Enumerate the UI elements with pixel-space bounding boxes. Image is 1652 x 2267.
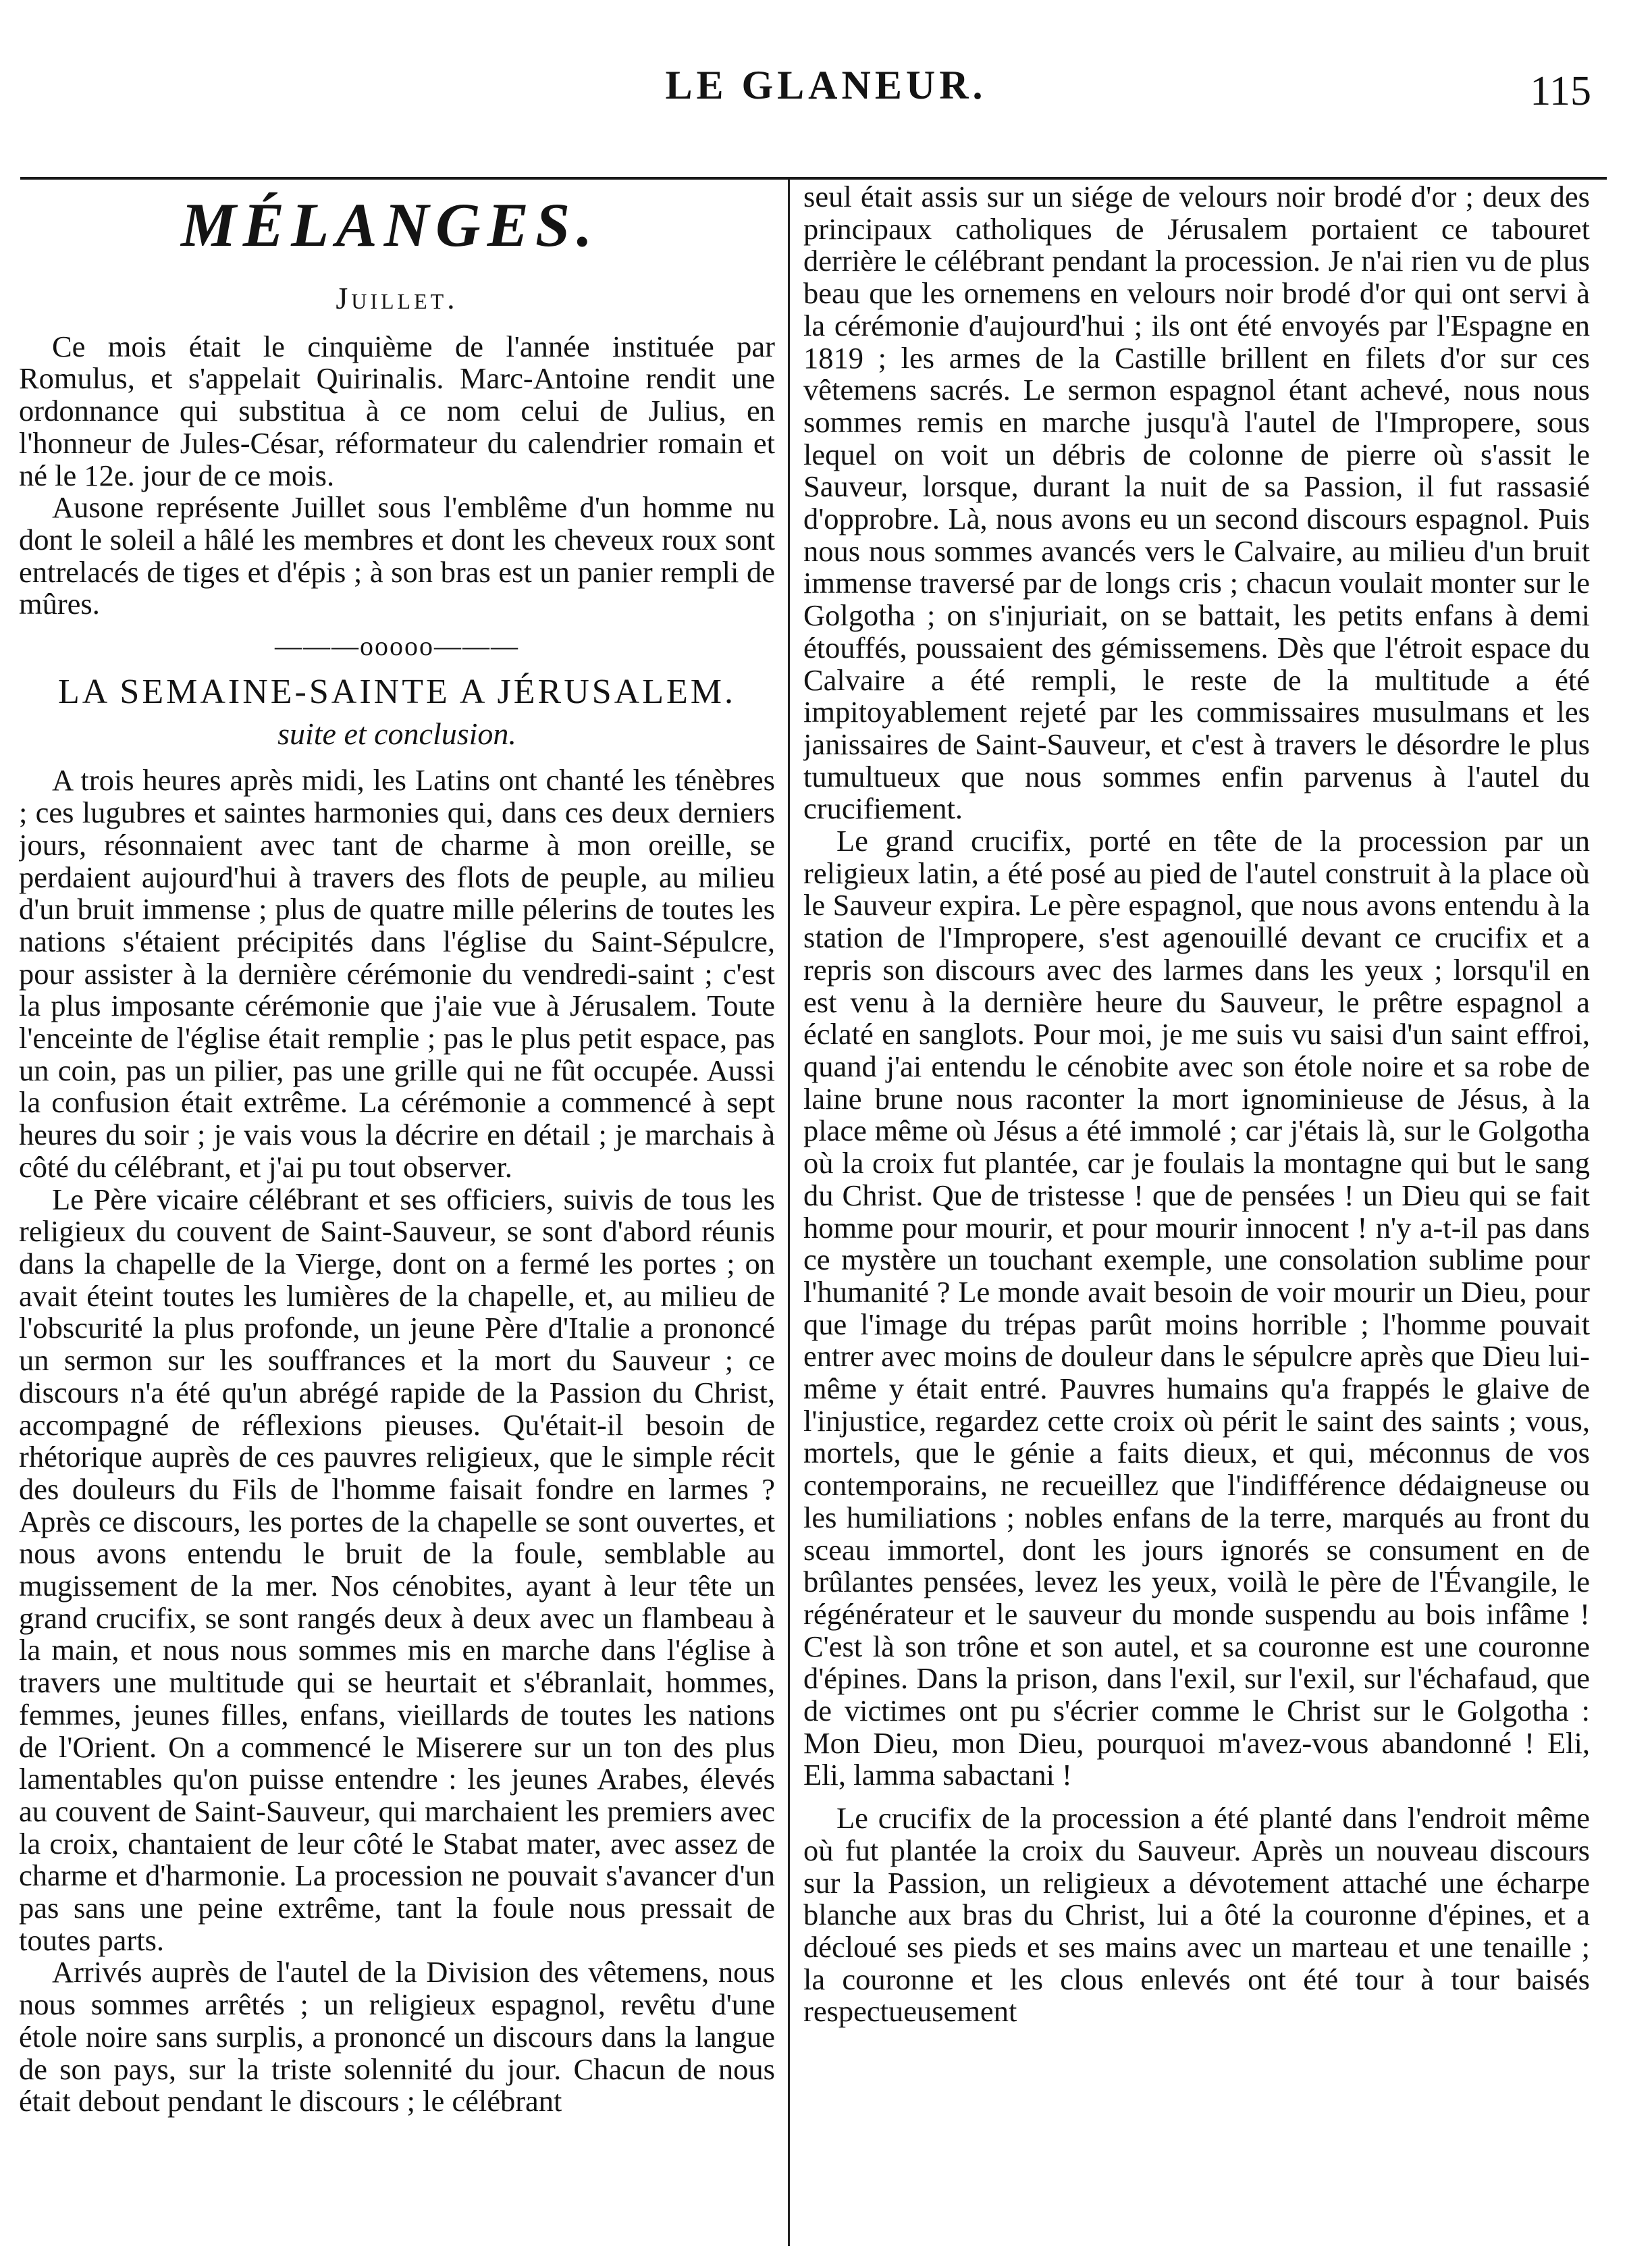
right-paragraph-1: seul était assis sur un siége de velours noir brodé d'or ; deux des principaux catholiques de Jérusalem portaient ce tabouret derrière le célébrant pendant la procession. Je n'ai rien vu de plus beau que les ornemens en velours noir brodé d'or qui ont servi à la cérémonie d'aujourd'hui ; ils ont été envoyés par l'Espagne en 1819 ; les armes de la Castille brillent en filets d'or sur ces vêtemens sacrés. Le sermon espagnol étant achevé, nous nous sommes remis en marche jusqu'à l'autel de l'Impropere, sous lequel on voit un débris de colonne de pierre où s'assit le Sauveur, lorsque, durant la nuit de sa Passion, il fut rassasié d'opprobre. Là, nous avons eu un second discours espagnol. Puis nous nous sommes avancés vers le Calvaire, au milieu d'un bruit immense traversé par de longs cris ; chacun voulait monter sur le Golgotha ; on s'injuriait, on se battait, les petits enfans à demi étouffés, poussaient des gémissemens. Dès que l'étroit espace du Calvaire a été rempli, le reste de la multitude a été impitoyablement rejeté par les commissaires musulmans et les janissaires de Saint-Sauveur, et c'est à travers le désordre le plus tumultueux que nous sommes enfin parvenus à l'autel du crucifiement. [803, 181, 1590, 826]
article-paragraph-3: Arrivés auprès de l'autel de la Division des vêtemens, nous nous sommes arrêtés ; un religieux espagnol, revêtu d'une étole noire sans surplis, a prononcé un discours dans la langue de son pays, sur la triste solennité du jour. Chacun de nous était debout pendant le discours ; le célébrant [19, 1955, 775, 2118]
page-header [0, 47, 1652, 128]
article-paragraph-1: A trois heures après midi, les Latins ont chanté les ténèbres ; ces lugubres et saintes harmonies qui, dans ces deux derniers jours, résonnaient avec tant de charme à mon oreille, se perdaient aujourd'hui à travers des flots de peuple, au milieu d'un bruit immense ; plus de quatre mille pélerins de toutes les nations s'étaient précipités dans l'église du Saint-Sépulcre, pour assister à la dernière cérémonie du vendredi-saint ; c'est la plus imposante cérémonie que j'aie vue à Jérusalem. Toute l'enceinte de l'église était remplie ; pas le plus petit espace, pas un coin, pas un pilier, pas une grille qui ne fût occupée. Aussi la confusion était extrême. La cérémonie a commencé à sept heures du soir ; je vais vous la décrire en détail ; je marchais à côté du célébrant, et j'ai pu tout observer. [19, 763, 775, 1184]
left-column [19, 181, 775, 2247]
article-paragraph-2: Le Père vicaire célébrant et ses officiers, suivis de tous les religieux du couvent de Saint-Sauveur, se sont d'abord réunis dans la chapelle de la Vierge, dont on a fermé les portes ; on avait éteint toutes les lumières de la chapelle, et, au milieu de l'obscurité la plus profonde, un jeune Père d'Italie a prononcé un sermon sur les souffrances et la mort du Sauveur ; ce discours n'a été qu'un abrégé rapide de la Passion du Christ, accompagné de réflexions pieuses. Qu'était-il besoin de rhétorique auprès de ces pauvres religieux, que le simple récit des douleurs du Fils de l'homme faisait fondre en larmes ? Après ce discours, les portes de la chapelle se sont ouvertes, et nous avons entendu le bruit de la foule, semblable au mugissement de la mer. Nos cénobites, ayant à leur tête un grand crucifix, se sont rangés deux à deux avec un flambeau à la main, et nous nous sommes mis en marche dans l'église à travers une multitude qui se heurtait et s'ébranlait, hommes, femmes, jeunes filles, enfans, vieillards de toutes les nations de l'Orient. On a commencé le Miserere sur un ton des plus lamentables qu'on puisse entendre : les jeunes Arabes, élevés au couvent de Saint-Sauveur, qui marchaient les premiers avec la croix, chantaient de leur côté le Stabat mater, avec assez de charme et d'harmonie. La procession ne pouvait s'avancer d'un pas sans une peine extrême, tant la foule nous pressait de toutes parts. [19, 1182, 775, 1957]
page-number: 115 [1530, 68, 1591, 114]
masthead-title: LE GLANEUR. [665, 63, 987, 107]
article-subtitle: suite et conclusion. [277, 716, 516, 751]
right-paragraph-2: Le grand crucifix, porté en tête de la procession par un religieux latin, a été posé au pied de l'autel construit à la place où le Sauveur expira. Le père espagnol, que nous avons entendu à la station de l'Impropere, s'est agenouillé devant ce crucifix et a repris son discours avec des larmes dans les yeux ; lorsqu'il en est venu à la dernière heure du Sauveur, le prêtre espagnol a éclaté en sanglots. Pour moi, je me suis vu saisi d'un saint effroi, quand j'ai entendu le cénobite avec son étole noire et sa robe de laine brune nous raconter la mort ignominieuse de Jésus, à la place même où Jésus a été immolé ; car j'étais là, sur le Golgotha où la croix fut plantée, car je foulais la montagne qui but le sang du Christ. Que de tristesse ! que de pensées ! un Dieu qui se fait homme pour mourir, et pour mourir innocent ! n'y a-t-il pas dans ce mystère un touchant exemple, une consolation sublime pour l'humanité ? Le monde avait besoin de voir mourir un Dieu, pour que l'image du trépas parût moins horrible ; l'homme pouvait entrer avec moins de douleur dans le sépulcre après que Dieu lui-même y était entré. Pauvres humains qu'a frappés le glaive de l'injustice, regardez cette croix où périt le saint des saints ; vous, mortels, que le génie a faits dieux, et qui, méconnus de vos contemporains, ne recueillez que l'indifférence dédaigneuse ou les humiliations ; nobles enfans de la terre, marqués au front du sceau immortel, dont les jours ignorés se consument en de brûlantes pensées, levez les yeux, voilà le père de l'Évangile, le régénérateur et le sauveur du monde suspendu au bois infâme ! C'est là son trône et son autel, et sa couronne est une couronne d'épines. Dans la prison, dans l'exil, sur l'exil, sur l'échafaud, que de victimes ont pu s'écrier comme le Christ sur le Golgotha : Mon Dieu, mon Dieu, pourquoi m'avez-vous abandonné ! Eli, Eli, lamma sabactani ! [803, 824, 1590, 1792]
column-divider [788, 180, 790, 2246]
header-rule [20, 177, 1607, 180]
juillet-paragraph-1: Ce mois était le cinquième de l'année instituée par Romulus, et s'appelait Quirinalis. Marc-Antoine rendit une ordonnance qui substitua à ce nom celui de Julius, en l'honneur de Jules-César, réformateur du calendrier romain et né le 12e. jour de ce mois. [19, 329, 775, 492]
right-column [803, 181, 1590, 2247]
right-paragraph-3: Le crucifix de la procession a été planté dans l'endroit même où fut plantée la croix du Sauveur. Après un nouveau discours sur la Passion, un religieux a dévotement attaché une écharpe blanche aux bras du Christ, lui a ôté la couronne d'épines, et a décloué ses pieds et ses mains avec un marteau et une tenaille ; la couronne et les clous enlevés ont été tour à tour baisés respectueusement [803, 1801, 1590, 2029]
month-title: Juillet. [336, 281, 458, 315]
juillet-paragraph-2: Ausone représente Juillet sous l'emblême d'un homme nu dont le soleil a hâlé les membres et dont les cheveux roux sont entrelacés de tiges et d'épis ; à son bras est un panier rempli de mûres. [19, 490, 775, 621]
article-title: LA SEMAINE-SAINTE A JÉRUSALEM. [57, 672, 737, 711]
article-separator: ———ooooo——— [275, 631, 519, 662]
section-title: MÉLANGES. [181, 190, 599, 259]
